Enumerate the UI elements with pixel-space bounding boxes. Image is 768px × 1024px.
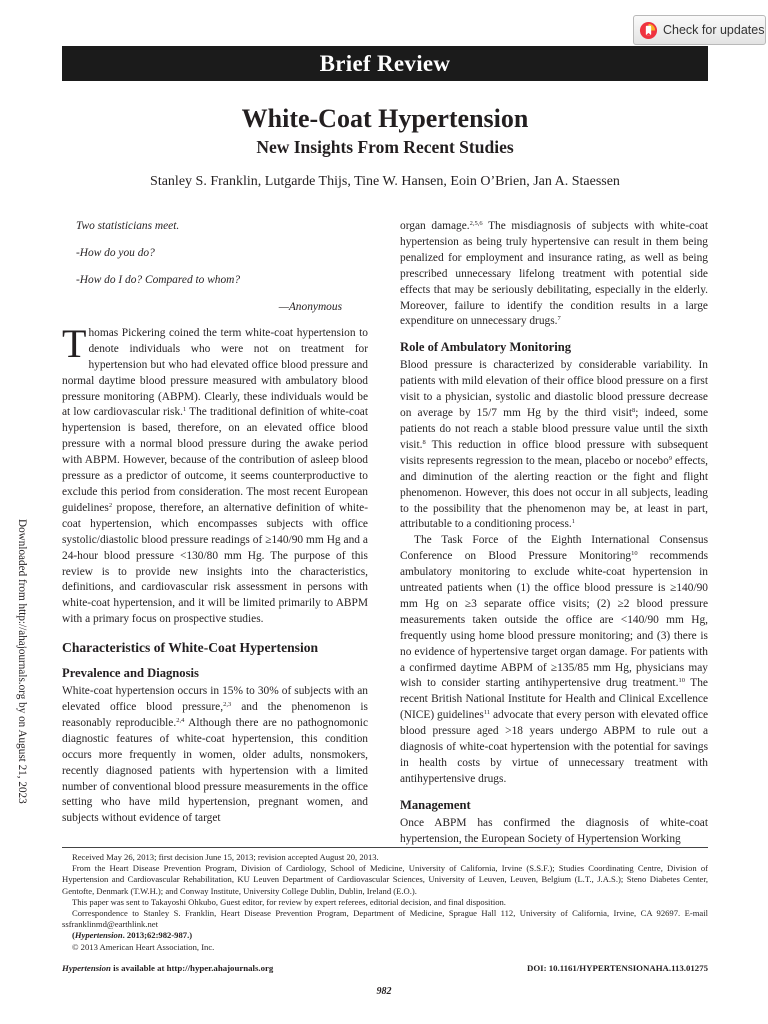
- page-footer: [62, 963, 708, 973]
- footnote-guest-editor: This paper was sent to Takayoshi Ohkubo, Guest editor, for review by expert referees, editorial decision, and final disposition.: [72, 896, 506, 907]
- doi: DOI: 10.1161/HYPERTENSIONAHA.113.01275: [526, 963, 708, 973]
- download-sidebar: [16, 519, 35, 804]
- footnote-divider: [62, 847, 708, 848]
- article-subtitle: New Insights From Recent Studies: [256, 137, 514, 157]
- management-paragraph: Once ABPM has confirmed the diagnosis of white-coat hypertension, the European Society of Hypertension Working: [400, 816, 708, 845]
- page-number: 982: [376, 986, 392, 997]
- drop-cap: T: [62, 320, 87, 366]
- crossmark-update-icon: [639, 21, 658, 40]
- epigraph: [62, 219, 368, 316]
- subsection-heading: Prevalence and Diagnosis: [62, 666, 199, 681]
- author-list: Stanley S. Franklin, Lutgarde Thijs, Tine W. Hansen, Eoin O’Brien, Jan A. Staessen: [150, 174, 620, 189]
- epigraph-line: -How do you do?: [76, 247, 155, 259]
- section-heading: Characteristics of White-Coat Hypertension: [62, 640, 319, 656]
- footnote-citation: (Hypertension. 2013;62:982-987.): [72, 930, 193, 941]
- footnote-correspondence: Correspondence to Stanley S. Franklin, Heart Disease Prevention Program, Department of Medicine, Sprague Hall 112, University of California, Irvine, CA 92697. E-mail ssfranklinmd@earthlink.net: [62, 908, 708, 930]
- footnotes: [62, 852, 708, 953]
- epigraph-attribution: —Anonymous: [278, 301, 342, 313]
- prevalence-paragraph: White-coat hypertension occurs in 15% to 30% of subjects with an elevated office blood pressure,$^{2,3}$ and the phenomenon is reasonably reproducible.$^{2,4}$ Although there are no pathognomonic diagnostic features of white-coat hypertension, this condition occurs more frequently in women, older adults, nonsmokers, recently diagnosed patients with hypertension with a limited number of conventional blood pressure measurements in the office setting who have mild hypertension, pregnant women, and subjects without evidence of target: [62, 685, 368, 825]
- section-banner: Brief Review: [62, 46, 708, 81]
- intro-paragraph: Thomas Pickering coined the term white-coat hypertension to denote individuals who were not on treatment for hypertension but who had elevated office blood pressure and normal daytime blood pressure measured with ambulatory blood pressure monitoring (ABPM). Clearly, these individuals would be at low cardiovascular risk.$^1$ The traditional definition of white-coat hypertension is based, therefore, on an elevated office blood pressure with a normal blood pressure during the awake period with ABPM. However, because of the contribution of asleep blood pressure as a predictor of outcome, it seems counterproductive to exclude this period from consideration. The most recent European guidelines$^2$ propose, therefore, an alternative definition of white-coat hypertension, which encompasses subjects with office systolic/diastolic blood pressure readings of ≥140/90 mm Hg and a 24-hour blood pressure <130/80 mm Hg. The purpose of this review is to provide new insights into the characteristics, definitions, and cardiovascular risk assessment in persons with white-coat hypertension, and it will be limited primarily to ABPM with a primary focus on prospective studies.: [62, 320, 368, 626]
- footnote-received: Received May 26, 2013; first decision June 15, 2013; revision accepted August 20, 2013.: [72, 852, 379, 862]
- continued-paragraph: organ damage.$^{2,5,6}$ The misdiagnosis of subjects with white-coat hypertension as being truly hypertensive can result in them being penalized for employment and insurance rating, as well as being prescribed unnecessary lifelong treatment with potential side effects that may be seriously debilitating, especially in the elderly. Moreover, failure to identify the condition results in a large expenditure on unnecessary drugs.$^7$: [400, 220, 708, 328]
- role-paragraph: Blood pressure is characterized by considerable variability. In patients with mild elevation of their office blood pressure on a first visit to a physician, systolic and diastolic blood pressure decrease on average by 15/7 mm Hg by the third visit$^8$; indeed, some patients do not reach a stable blood pressure value until the sixth visit.$^8$ This reduction in office blood pressure with subsequent visits represents regression to the mean, placebo or nocebo$^9$ effects, and diminution of the alerting reaction or the fight and flight phenomenon. However, this does not occur in all subjects, leading to the possibility that the phenomenon may be, at least in part, attributable to a conditioning process.$^1$: [400, 359, 708, 531]
- footnote-copyright: © 2013 American Heart Association, Inc.: [72, 941, 215, 952]
- right-column: [400, 219, 708, 848]
- journal-availability: Hypertension is available at http://hyper.ahajournals.org: [62, 963, 274, 973]
- subsection-heading: Role of Ambulatory Monitoring: [400, 340, 572, 355]
- article-title: White-Coat Hypertension: [241, 104, 529, 133]
- epigraph-line: -How do I do? Compared to whom?: [76, 274, 241, 286]
- subsection-heading: Management: [400, 797, 471, 812]
- footnote-affiliations: From the Heart Disease Prevention Program, Division of Cardiology, School of Medicine, University of California, Irvine (S.S.F.); Studies Coordinating Centre, Division of Hypertension and Cardiovascular Rehabilitation, KU Leuven Department of Cardiovascular Sciences, University of Leuven, Leuven, Belgium (L.T., J.A.S.); Steno Diabetes Center, Gentofte, Denmark (T.W.H.); and Conway Institute, University College Dublin, Dublin, Ireland (E.O.).: [62, 863, 708, 896]
- left-column: [62, 219, 368, 827]
- download-notice: Downloaded from http://ahajournals.org by on August 21, 2023: [16, 519, 28, 804]
- check-for-updates-button[interactable]: [633, 15, 766, 45]
- check-for-updates-label: Check for updates: [663, 23, 765, 37]
- task-force-paragraph: The Task Force of the Eighth International Consensus Conference on Blood Pressure Monitoring$^{10}$ recommends ambulatory monitoring to exclude white-coat hypertension in untreated patients when (1) the office blood pressure is ≥140/90 mm Hg on ≥3 separate office visits; (2) ≥2 blood pressure measurements taken outside the office are <140/90 mm Hg, frequently using home blood pressure monitoring; and (3) there is no evidence of hypertensive target organ damage. For patients with a confirmed daytime ABPM of ≥135/85 mm Hg, physicians may wish to consider starting antihypertensive drug treatment.$^{10}$ The recent British National Institute for Health and Clinical Excellence (NICE) guidelines$^{11}$ advocate that every person with elevated office blood pressure aged >18 years undergo ABPM to rule out a diagnosis of white-coat hypertension with the potential for savings in health costs by virtue of unnecessary treatment with antihypertensive drugs.: [400, 534, 709, 785]
- epigraph-line: Two statisticians meet.: [76, 220, 180, 232]
